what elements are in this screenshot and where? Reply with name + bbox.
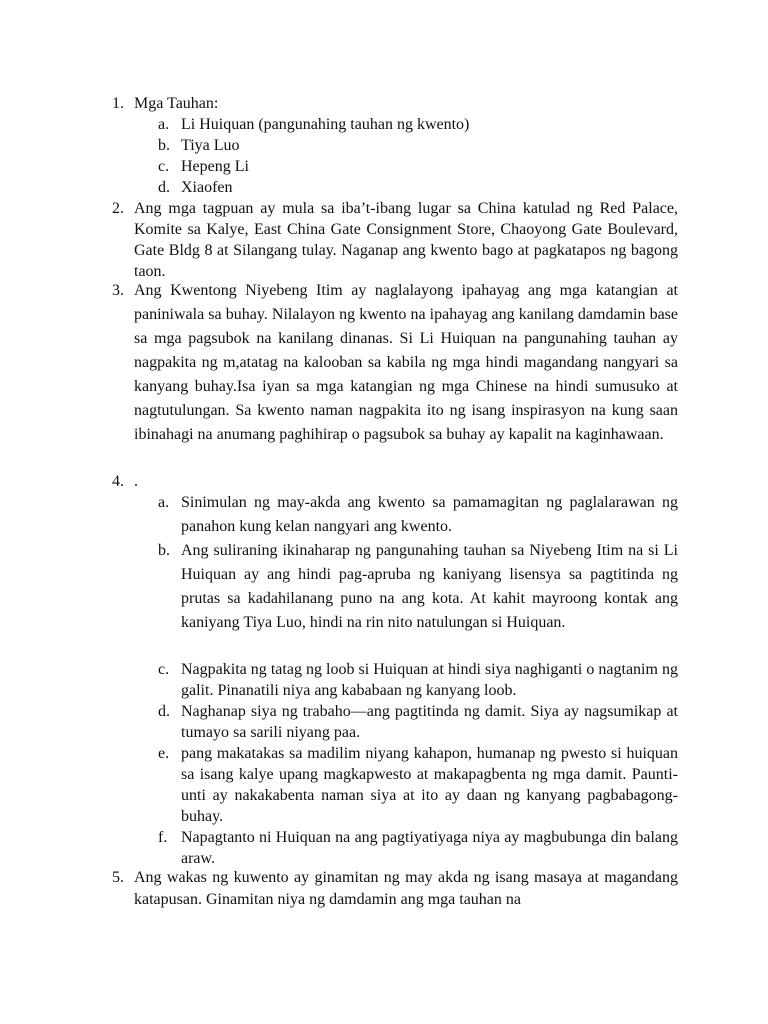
item-text: Ang mga tagpuan ay mula sa iba’t-ibang lugar sa China katulad ng Red Palace, Komite sa Kalye, East China Gate Consignment Store, Chaoyong Gate Boulevard, Gate Bldg 8 at Silangang tulay. Naganap ang kwento bago at pagkatapos ng bagong taon. — [134, 200, 678, 280]
item-number: 2. — [112, 200, 124, 217]
sub-letter: a. — [158, 494, 170, 511]
item-number: 5. — [112, 869, 124, 886]
sub-letter: f. — [158, 829, 168, 846]
sub-letter: b. — [158, 137, 170, 154]
item-text: Mga Tauhan: — [134, 95, 219, 112]
sub-letter: b. — [158, 542, 170, 559]
item-number: 3. — [112, 282, 124, 299]
sub-letter: d. — [158, 703, 170, 720]
sub-letter: c. — [158, 661, 170, 678]
sub-letter: d. — [158, 179, 170, 196]
sub-text: Hepeng Li — [181, 158, 249, 175]
sub-text: Napagtanto ni Huiquan na ang pagtiyatiyaga niya ay magbubunga din balang araw. — [181, 829, 678, 867]
item-text: Ang Kwentong Niyebeng Itim ay naglalayong ipahayag ang mga katangian at paniniwala sa buhay. Nilalayon ng kwento na ipahayag ang kanilang damdamin base sa mga pagsubok na kanilang dinanas. Si Li Huiquan na pangunahing tauhan ay nagpakita ng m,atatag na kalooban sa kabila ng mga hindi magandang nangyari sa kanyang buhay.Isa iyan sa mga katangian ng mga Chinese na hindi sumusuko at nagtutulungan. Sa kwento naman nagpakita ito ng isang inspirasyon na kung saan ibinahagi na anumang paghihirap o pagsubok sa buhay ay kapalit na kaginhawaan. — [134, 282, 678, 443]
sub-text: pang makatakas sa madilim niyang kahapon, humanap ng pwesto si huiquan sa isang kalye upang magkapwesto at makapagbenta ng mga damit. Paunti-unti ay nakakabenta naman siya at ito ay daan ng kanyang pagbabagong-buhay. — [181, 745, 678, 825]
sub-text: Tiya Luo — [181, 137, 240, 154]
sub-text: Ang suliraning ikinaharap ng pangunahing tauhan sa Niyebeng Itim na si Li Huiquan ay ang hindi pag-apruba ng kaniyang lisensya sa pagtitinda ng prutas sa kadahilanang puno na ang kota. At kahit mayroong kontak ang kaniyang Tiya Luo, hindi na rin nito natulungan si Huiquan. — [181, 542, 678, 631]
sub-text: Naghanap siya ng trabaho—ang pagtitinda ng damit. Siya ay nagsumikap at tumayo sa sarili niyang paa. — [181, 703, 678, 741]
sub-text: Sinimulan ng may-akda ang kwento sa pamamagitan ng paglalarawan ng panahon kung kelan nangyari ang kwento. — [181, 494, 678, 535]
sub-letter: e. — [158, 745, 170, 762]
item-number: 1. — [112, 95, 124, 112]
sub-text: Li Huiquan (pangunahing tauhan ng kwento) — [181, 116, 470, 133]
item-text: Ang wakas ng kuwento ay ginamitan ng may akda ng isang masaya at magandang katapusan. Ginamitan niya ng damdamin ang mga tauhan na — [134, 869, 678, 908]
item-number: 4. — [112, 473, 124, 490]
sub-text: Xiaofen — [181, 179, 233, 196]
sub-letter: c. — [158, 158, 170, 175]
item-text: . — [134, 473, 138, 490]
sub-letter: a. — [158, 116, 170, 133]
sub-text: Nagpakita ng tatag ng loob si Huiquan at hindi siya naghiganti o nagtanim ng galit. Pinanatili niya ang kababaan ng kanyang loob. — [181, 661, 678, 699]
